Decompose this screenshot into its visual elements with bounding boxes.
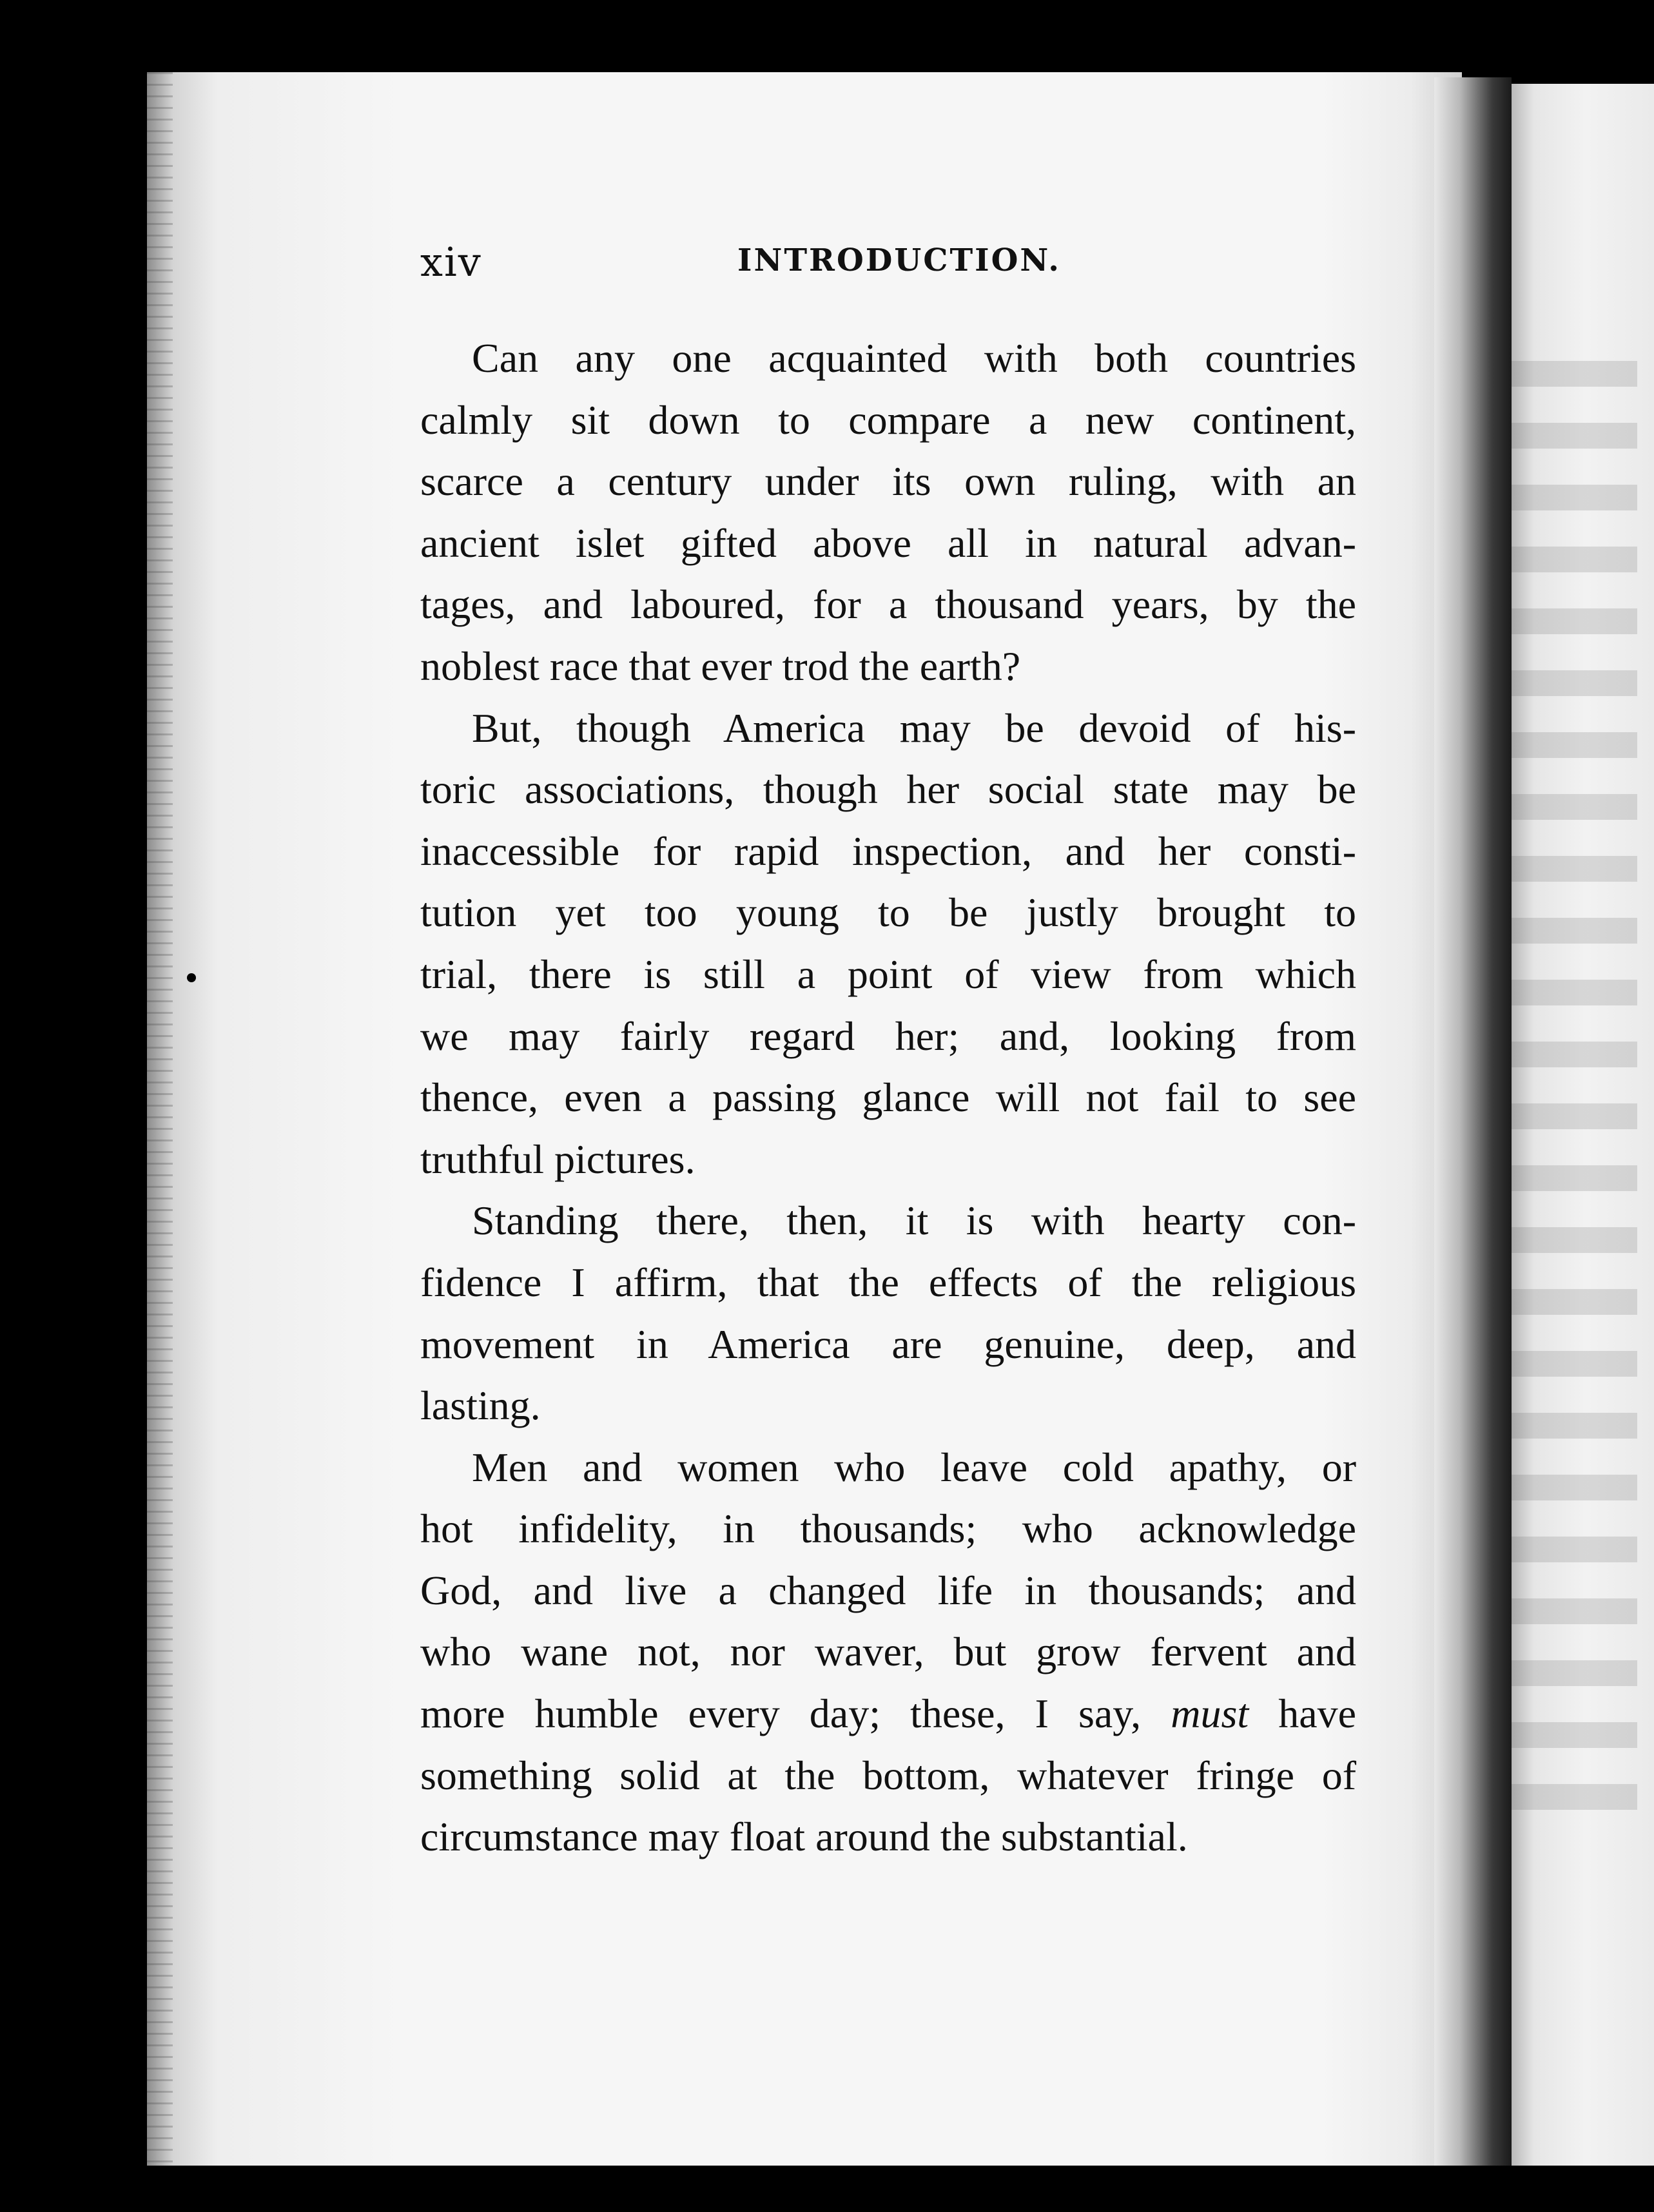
text-line: fidence I affirm, that the effects of the religious [420,1259,1356,1305]
page-header [420,238,1356,296]
text-line: inaccessible for rapid inspection, and her consti- [420,828,1356,874]
binding-gutter [1434,77,1512,2166]
text-line: circumstance may float around the substantial. [420,1814,1188,1860]
text-line: Men and women who leave cold apathy, or [472,1444,1356,1490]
text-line: noblest race that ever trod the earth? [420,643,1021,689]
emphasis-text-line [420,1683,1356,1745]
text-line: tages, and laboured, for a thousand years, by the [420,581,1356,628]
text-line: lasting. [420,1382,541,1429]
text-line: scarce a century under its own ruling, with an [420,458,1356,505]
text-run: more humble every day; these, I say, [420,1691,1171,1737]
text-line: Standing there, then, it is with hearty con- [472,1198,1356,1244]
text-line: But, though America may be devoid of his- [472,704,1356,751]
text-line: toric associations, though her social state may be [420,766,1356,813]
text-line: movement in America are genuine, deep, and [420,1321,1356,1367]
text-line: ancient islet gifted above all in natural advan- [420,519,1356,566]
text-line: something solid at the bottom, whatever fringe of [420,1752,1356,1798]
text-run: have [1249,1691,1357,1737]
text-line: God, and live a changed life in thousands; and [420,1567,1356,1613]
text-line: thence, even a passing glance will not fail to see [420,1074,1356,1121]
text-line: Can any one acquainted with both countries [472,335,1356,381]
scan-speck [187,973,196,982]
page-number: xiv [420,238,482,286]
scan-speck [928,2186,942,2197]
text-line: tution yet too young to be justly brought to [420,889,1356,936]
text-line: hot infidelity, in thousands; who acknowledge [420,1506,1356,1552]
running-head: INTRODUCTION. [737,242,1061,278]
text-line: trial, there is still a point of view from which [420,951,1356,997]
italic-emphasis: must [1171,1691,1249,1737]
facing-page-bleed-through [1508,361,1637,1843]
page-edge-shadow [147,72,173,2166]
text-line: who wane not, nor waver, but grow fervent and [420,1629,1356,1675]
text-line: calmly sit down to compare a new continent, [420,396,1356,443]
body-text [420,327,1356,1868]
text-line: truthful pictures. [420,1136,696,1182]
text-line: we may fairly regard her; and, looking from [420,1013,1356,1059]
